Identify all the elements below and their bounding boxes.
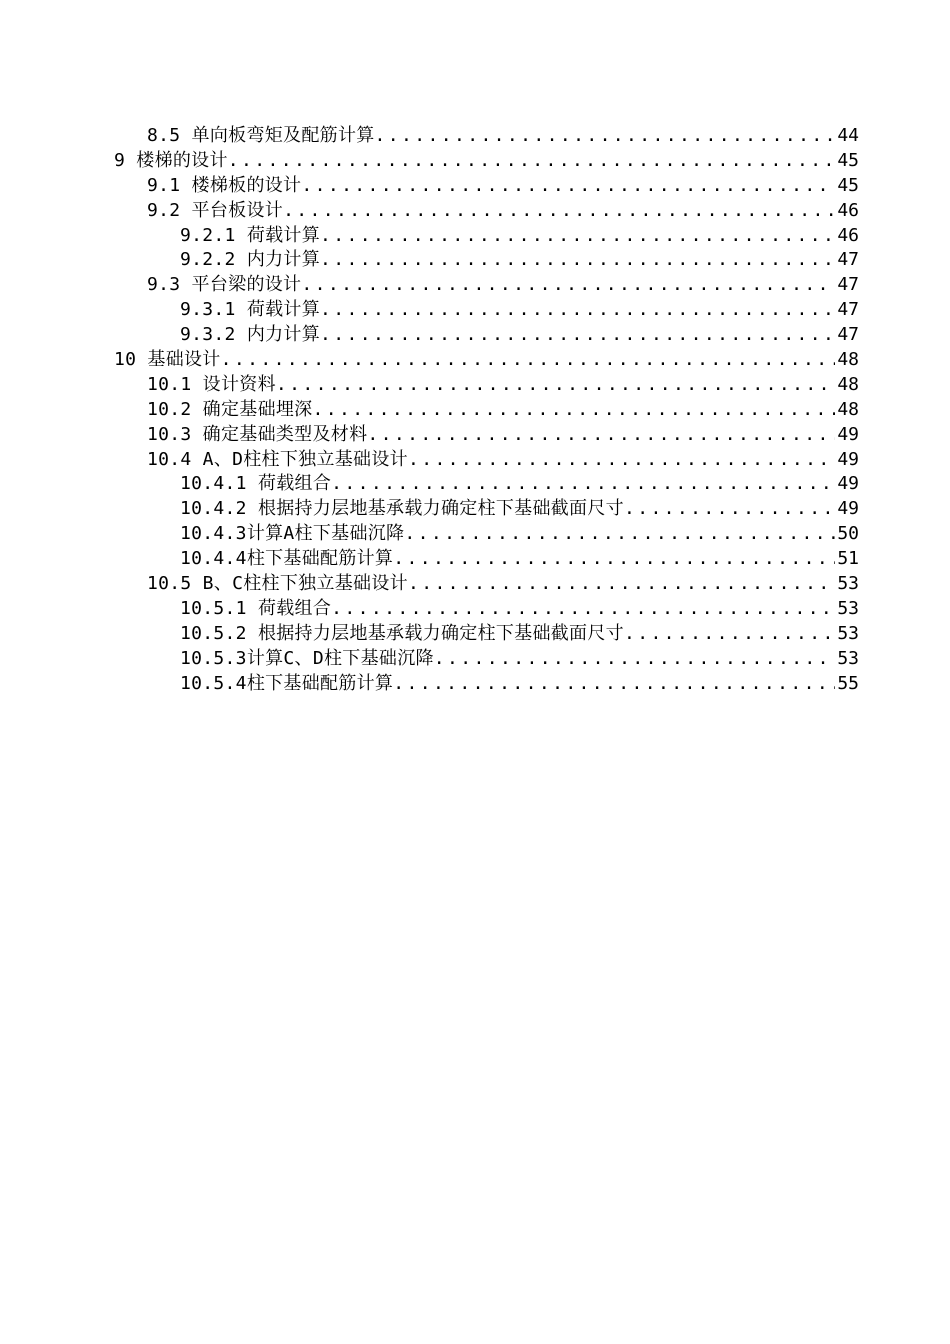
toc-entry[interactable] [0,448,950,473]
toc-page-number: 50 [837,523,859,545]
toc-page-number: 49 [837,423,859,445]
toc-page-number: 45 [837,174,859,196]
toc-entry[interactable] [0,298,950,323]
toc-page-number: 53 [837,647,859,669]
toc-page-number: 47 [837,324,859,346]
toc-entry-title: 9.2.1 荷载计算 [180,224,321,246]
toc-dot-leader [221,348,835,373]
toc-dot-leader [320,323,835,348]
toc-entry-title: 9.1 楼梯板的设计 [147,174,302,196]
toc-entry[interactable] [0,547,950,572]
toc-dot-leader [375,124,835,149]
toc-entry-title: 10.1 设计资料 [147,373,276,395]
toc-entry[interactable] [0,348,950,373]
toc-page-number: 45 [837,149,859,171]
toc-entry-title: 10 基础设计 [114,349,221,371]
toc-entry[interactable] [0,497,950,522]
toc-entry-title: 10.4.1 荷载组合 [180,473,332,495]
toc-dot-leader [283,199,835,224]
toc-dot-leader [301,273,835,298]
toc-dot-leader [228,149,835,174]
toc-entry[interactable] [0,373,950,398]
toc-dot-leader [404,522,835,547]
toc-dot-leader [408,448,835,473]
toc-dot-leader [408,572,835,597]
toc-page-number: 49 [837,498,859,520]
toc-entry-title: 10.5.3计算C、D柱下基础沉降 [180,647,434,669]
toc-dot-leader [393,547,835,572]
toc-entry[interactable] [0,572,950,597]
toc-page-number: 48 [837,373,859,395]
toc-dot-leader [312,398,835,423]
toc-entry[interactable] [0,672,950,697]
toc-entry[interactable] [0,472,950,497]
toc-entry[interactable] [0,323,950,348]
toc-dot-leader [393,672,835,697]
toc-entry-title: 9.3.2 内力计算 [180,324,321,346]
toc-page-number: 53 [837,622,859,644]
toc-entry[interactable] [0,597,950,622]
toc-dot-leader [624,622,835,647]
toc-entry-title: 9.2.2 内力计算 [180,249,321,271]
toc-page-number: 46 [837,199,859,221]
toc-entry-title: 10.2 确定基础埋深 [147,398,313,420]
toc-entry[interactable] [0,423,950,448]
toc-page-number: 51 [837,548,859,570]
toc-page-number: 47 [837,274,859,296]
toc-page-number: 49 [837,473,859,495]
toc-page-number: 49 [837,448,859,470]
toc-dot-leader [320,248,835,273]
toc-entry-title: 10.5.4柱下基础配筋计算 [180,672,394,694]
toc-entry-title: 9.3 平台梁的设计 [147,274,302,296]
toc-entry[interactable] [0,622,950,647]
toc-entry-title: 10.4.2 根据持力层地基承载力确定柱下基础截面尺寸 [180,498,624,520]
toc-dot-leader [320,298,835,323]
toc-entry-title: 10.4 A、D柱柱下独立基础设计 [147,448,408,470]
toc-dot-leader [331,472,835,497]
toc-entry-title: 9.3.1 荷载计算 [180,299,321,321]
toc-dot-leader [276,373,835,398]
toc-entry[interactable] [0,248,950,273]
toc-entry[interactable] [0,647,950,672]
toc-entry[interactable] [0,124,950,149]
toc-entry[interactable] [0,398,950,423]
toc-entry[interactable] [0,273,950,298]
toc-dot-leader [624,497,835,522]
toc-entry-title: 9.2 平台板设计 [147,199,284,221]
toc-entry[interactable] [0,224,950,249]
toc-dot-leader [434,647,835,672]
toc-entry-title: 10.3 确定基础类型及材料 [147,423,368,445]
toc-dot-leader [367,423,835,448]
toc-page-number: 47 [837,299,859,321]
toc-page-number: 47 [837,249,859,271]
toc-entry[interactable] [0,174,950,199]
toc-page-number: 48 [837,349,859,371]
toc-entry-title: 10.5.1 荷载组合 [180,597,332,619]
toc-page-number: 48 [837,398,859,420]
toc-entry[interactable] [0,522,950,547]
toc-page-number: 46 [837,224,859,246]
toc-dot-leader [331,597,835,622]
toc-entry-title: 10.4.4柱下基础配筋计算 [180,548,394,570]
toc-entry-title: 8.5 单向板弯矩及配筋计算 [147,125,375,146]
toc-entry[interactable] [0,199,950,224]
toc-page-number: 53 [837,597,859,619]
toc-entry[interactable] [0,149,950,174]
toc-page-number: 55 [837,672,859,694]
toc-page-number: 53 [837,573,859,595]
toc-entry-title: 10.5 B、C柱柱下独立基础设计 [147,573,408,595]
toc-entry-title: 10.5.2 根据持力层地基承载力确定柱下基础截面尺寸 [180,622,624,644]
toc-page-number: 44 [837,125,859,146]
table-of-contents [0,124,950,696]
toc-entry-title: 10.4.3计算A柱下基础沉降 [180,523,405,545]
toc-dot-leader [320,224,835,249]
toc-entry-title: 9 楼梯的设计 [114,149,228,171]
toc-dot-leader [301,174,835,199]
